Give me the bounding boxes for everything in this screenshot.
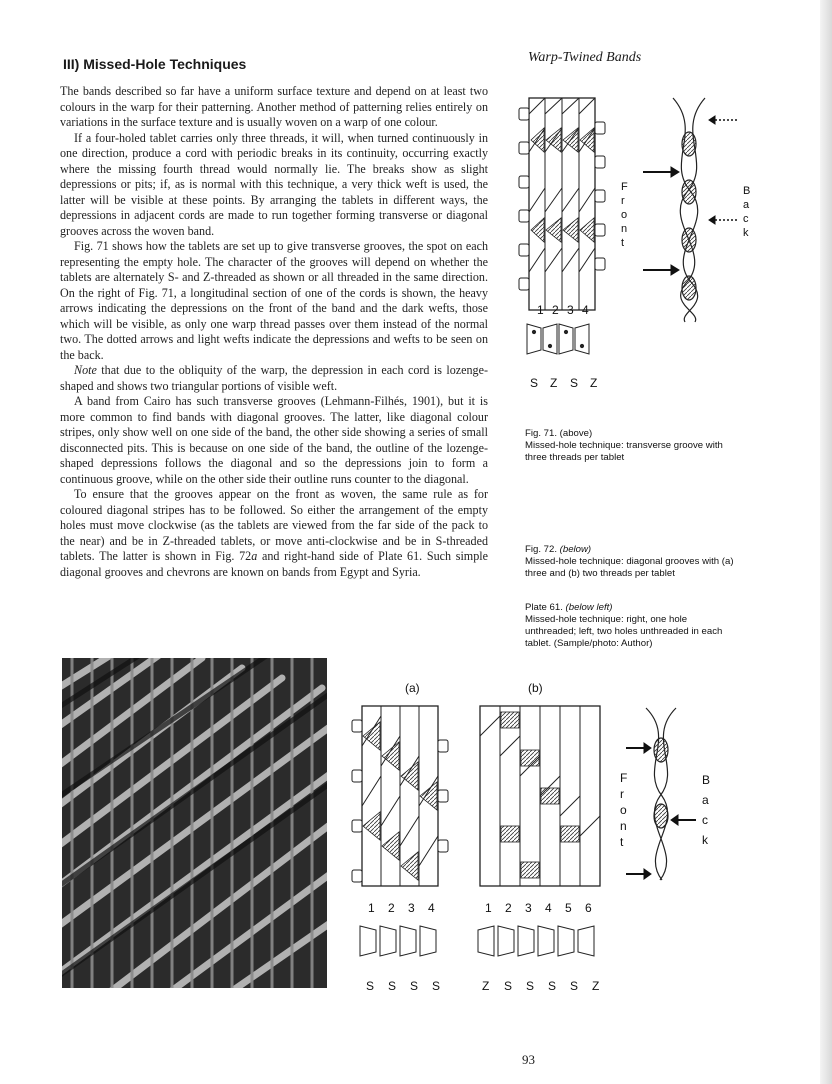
- fig72-back-label: [702, 773, 710, 847]
- fig72-tablet-numbers-b: [485, 901, 592, 915]
- paragraph: [60, 363, 488, 394]
- tablet-number: 5: [565, 901, 572, 915]
- plate61-caption: [525, 602, 735, 650]
- tablet-number: 3: [525, 901, 532, 915]
- band-a-drawing: [352, 706, 448, 886]
- threading-label: Z: [482, 979, 490, 993]
- back-letter: k: [743, 227, 749, 239]
- tablet-number: 2: [388, 901, 395, 915]
- paragraph: A band from Cairo has such transverse grooves (Lehmann-Filhés, 1901), but it is more common to find bands with diagonal grooves. The latter, like diagonal colour stripes, only show well on one side of the band, the other side showing a series of small disconnected pits. This is because on one side of the band, the outline of the lozenge-shaped depressions follows the diagonal and so the depressions join to form a continuous groove, while on the other side their outline runs counter to the diagonal.: [60, 394, 488, 486]
- tablet-number: 3: [567, 303, 574, 317]
- caption-label: Fig. 71. (above): [525, 428, 593, 439]
- threading-label: S: [570, 376, 579, 390]
- caption-position: (below left): [565, 602, 613, 613]
- fig71-caption: [525, 428, 735, 464]
- front-letter: r: [620, 787, 624, 801]
- front-letter: F: [620, 771, 628, 785]
- paragraph: [60, 487, 488, 580]
- tablet-number: 6: [585, 901, 592, 915]
- caption-text: Missed-hole technique: right, one hole unthreaded; left, two holes unthreaded in each tablet. (Sample/photo: Author): [525, 614, 723, 649]
- band-b-drawing: [480, 706, 600, 886]
- threading-label: S: [570, 979, 579, 993]
- tablet-number: 3: [408, 901, 415, 915]
- fig71-diagram: [515, 92, 780, 392]
- paragraph-text: and right-hand side of Plate 61. Such simple diagonal grooves and chevrons are known on bands from Egypt and Syria.: [60, 549, 488, 579]
- threading-label: S: [366, 979, 375, 993]
- threading-label: S: [504, 979, 513, 993]
- page-number: 93: [522, 1052, 535, 1067]
- threading-label: S: [388, 979, 397, 993]
- page-edge-shadow: [820, 0, 832, 1084]
- caption-text: Missed-hole technique: diagonal grooves with (a) three and (b) two threads per tablet: [525, 556, 734, 579]
- paragraph-text: To ensure that the grooves appear on the front as woven, the same rule as for coloured diagonal stripes has to be followed. So either the arrangement of the empty holes must move clockwise (as the tablets are viewed from the far side of the pack to the near) and be in Z-threaded tablets, or move anti-clockwise and be in S-threaded tablets. The latter is shown in Fig. 72: [60, 487, 488, 563]
- paragraph: Fig. 71 shows how the tablets are set up to give transverse grooves, the spot on each representing the empty hole. The character of the grooves will depend on whether the tablets are alternately S- and Z-threaded as shown or all threaded in the same direction. On the right of Fig. 71, a longitudinal section of one of the cords is shown, the heavy arrows indicating the depressions on the front of the band and the dark wefts, those which will be visible, as only one warp thread passes over them instead of the normal two. The dotted arrows and light wefts indicate the depressions and wefts to be seen on the back.: [60, 239, 488, 362]
- fig72-label-b: (b): [528, 681, 543, 695]
- fig72-caption: [525, 544, 735, 580]
- body-text: [60, 84, 488, 580]
- fig71-back-label: [743, 185, 750, 239]
- tablet-cards: [360, 926, 594, 956]
- fig72-threading-b: [482, 979, 599, 993]
- back-letter: c: [743, 213, 749, 225]
- front-letter: n: [620, 819, 627, 833]
- threading-label: Z: [590, 376, 598, 390]
- fig72-tablet-numbers-a: [368, 901, 435, 915]
- back-letter: B: [702, 773, 710, 787]
- cord-section-drawing: [646, 708, 676, 880]
- front-letter: n: [621, 223, 628, 235]
- tablet-number: 1: [485, 901, 492, 915]
- fig72-front-label: [620, 771, 627, 849]
- running-head: Warp-Twined Bands: [528, 50, 642, 65]
- front-letter: r: [621, 195, 625, 207]
- threading-label: Z: [592, 979, 600, 993]
- tablet-number: 1: [368, 901, 375, 915]
- paragraph: The bands described so far have a uniform surface texture and depend on at least two colours in the warp for their patterning. Another method of patterning relies entirely on variations in the surface texture and is usually woven on a warp of one colour.: [60, 84, 488, 129]
- tablet-cards: [527, 324, 589, 354]
- threading-label: S: [410, 979, 419, 993]
- threading-label: S: [530, 376, 539, 390]
- section-title: III) Missed-Hole Techniques: [63, 56, 247, 72]
- caption-label: Plate 61.: [525, 602, 563, 613]
- back-letter: c: [702, 813, 708, 827]
- fig71-front-label: [621, 181, 628, 249]
- threading-label: S: [548, 979, 557, 993]
- threading-label: S: [432, 979, 441, 993]
- front-letter: F: [621, 181, 628, 193]
- caption-position: (below): [559, 544, 592, 555]
- front-letter: o: [621, 209, 628, 221]
- fig-ref: a: [251, 549, 258, 563]
- woven-band-drawing: [519, 98, 605, 310]
- front-letter: t: [621, 237, 625, 249]
- threading-label: Z: [550, 376, 558, 390]
- plate61-photo: [62, 658, 327, 988]
- fig72-label-a: (a): [405, 681, 420, 695]
- woven-band-photo: [62, 658, 327, 988]
- back-letter: a: [702, 793, 709, 807]
- tablet-number: 4: [582, 303, 589, 317]
- back-letter: k: [702, 833, 708, 847]
- threading-label: S: [526, 979, 535, 993]
- back-letter: a: [743, 199, 750, 211]
- tablet-number: 2: [505, 901, 512, 915]
- caption-label: Fig. 72.: [525, 544, 557, 555]
- fig71-threading: [530, 376, 597, 390]
- note-word: Note: [74, 363, 97, 377]
- tablet-number: 4: [428, 901, 435, 915]
- paragraph: If a four-holed tablet carries only three threads, it will, when turned continuously in one direction, produce a cord with periodic breaks in its continuity, occurring exactly where the missing fourth thread would normally lie. The breaks show as slight depressions or pits; if, as is normal with this technique, a very thick weft is used, the latter will be visible at these points. By arranging the tablets in different ways, the depressions in adjacent cords are made to run together forming transverse or diagonal grooves across the woven band.: [60, 130, 488, 238]
- fig72-diagram: [350, 676, 710, 1001]
- front-letter: t: [620, 835, 624, 849]
- tablet-number: 1: [537, 303, 544, 317]
- cord-section-drawing: [673, 98, 705, 322]
- front-letter: o: [620, 803, 627, 817]
- back-letter: B: [743, 185, 751, 197]
- tablet-number: 4: [545, 901, 552, 915]
- caption-text: Missed-hole technique: transverse groove with three threads per tablet: [525, 440, 723, 463]
- fig72-threading-a: [366, 979, 440, 993]
- paragraph-text: that due to the obliquity of the warp, the depression in each cord is lozenge-shaped and shows two triangular portions of visible weft.: [60, 363, 488, 393]
- tablet-number: 2: [552, 303, 559, 317]
